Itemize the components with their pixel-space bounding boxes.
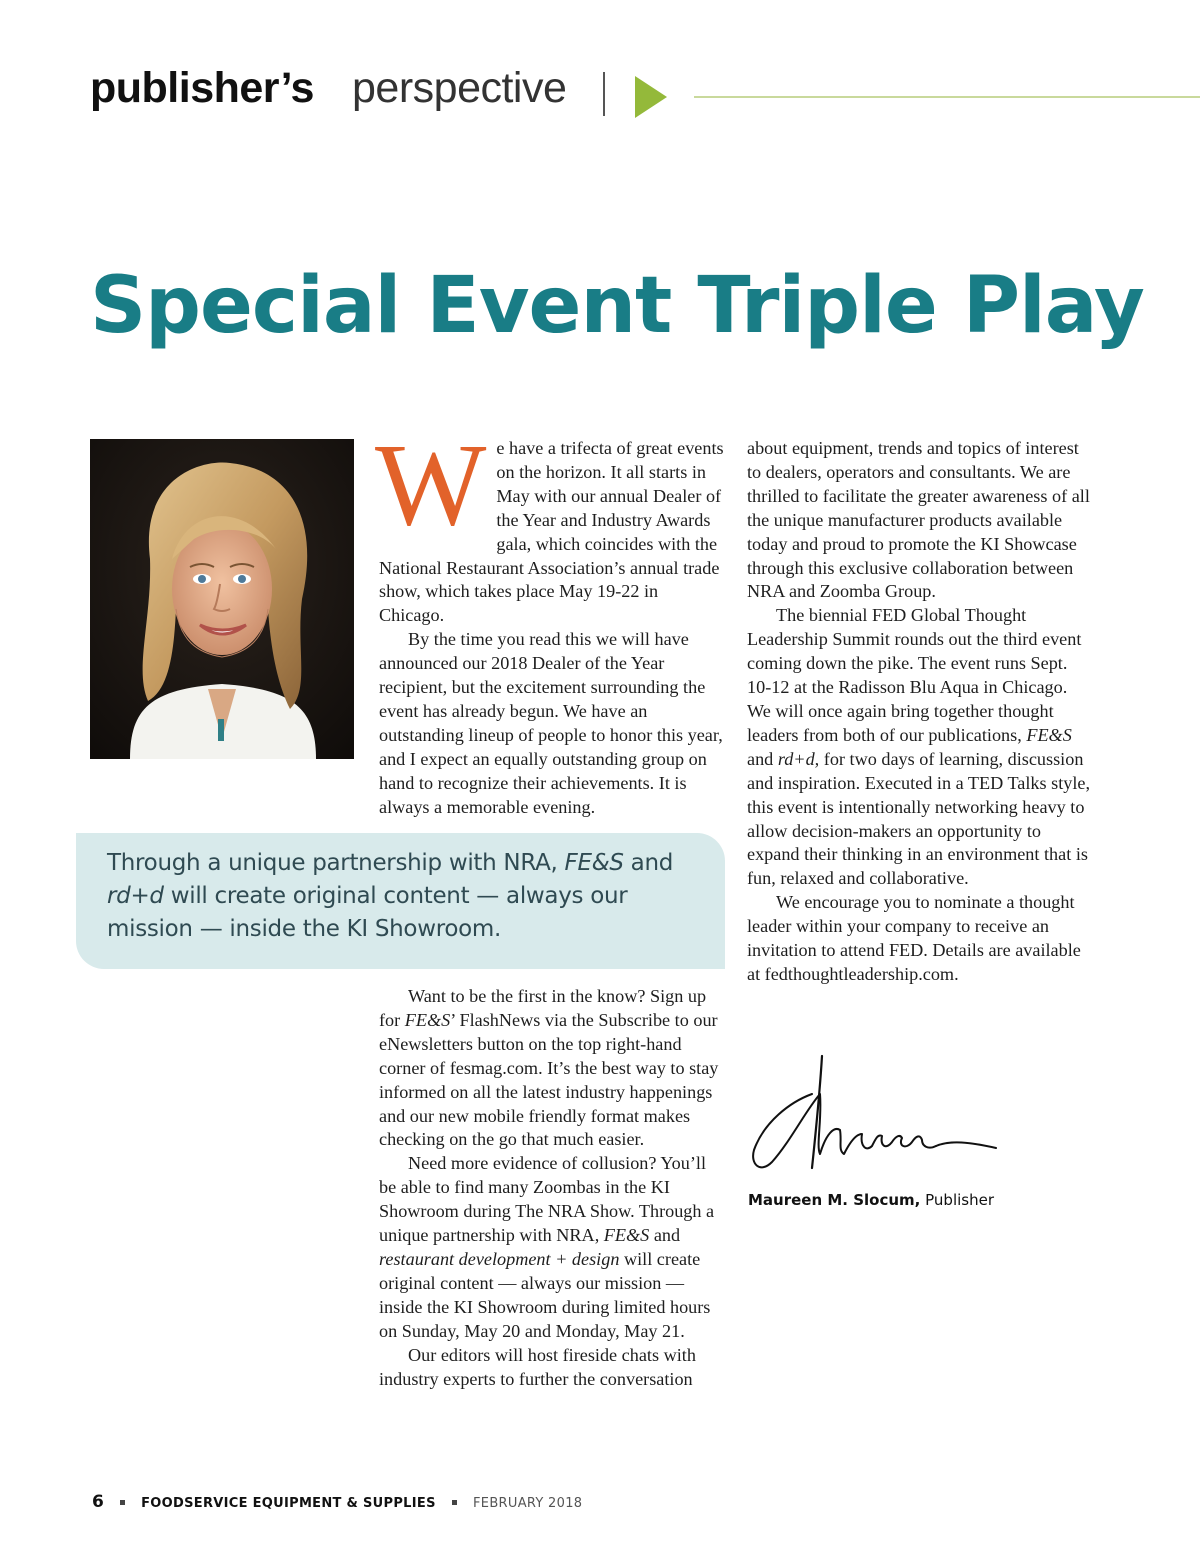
body-paragraph (379, 1152, 725, 1343)
signature-caption (748, 1191, 994, 1209)
pull-quote-segment: Through a unique partnership with NRA, (107, 850, 565, 876)
text-segment: and (747, 748, 778, 769)
publisher-portrait (90, 439, 354, 759)
pull-quote-segment: will create original content — always our mission — inside the KI Showroom. (107, 883, 628, 942)
pull-quote-segment: and (623, 850, 674, 876)
magazine-title: FOODSERVICE EQUIPMENT & SUPPLIES (141, 1496, 436, 1511)
body-column-2 (379, 985, 725, 1391)
body-paragraph: We encourage you to nominate a thought leader within your company to receive an invitation to attend FED. Details are available at fedthoughtleadership.com. (747, 892, 1081, 984)
text-segment: will create original content — always our mission — inside the KI Showroom during limited hours on Sunday, May 20 and Monday, May 21. (379, 1248, 711, 1341)
handwritten-signature (750, 1050, 1000, 1180)
text-segment: for two days of learning, discussion and inspiration. Executed in a TED Talks style, this event is intentionally networking heavy to allow decision-makers an opportunity to expand their thinking in an environment that is fun, relaxed and collaborative. (747, 748, 1091, 889)
pull-quote-text (107, 847, 707, 946)
italic-segment: restaurant development + design (379, 1248, 620, 1269)
drop-cap: W (375, 419, 487, 550)
play-arrow-icon (635, 76, 667, 118)
italic-segment: FE&S (603, 1225, 650, 1246)
footer-separator (452, 1500, 457, 1505)
text-segment: Need more evidence of collusion? You’ll be able to find many Zoombas in the KI Showroom during The NRA Show. Through a unique partnership with NRA, (379, 1153, 715, 1246)
body-paragraph: Our editors will host fireside chats with industry experts to further the conversation (379, 1344, 696, 1389)
page-footer (92, 1492, 582, 1512)
body-paragraph: By the time you read this we will have announced our 2018 Dealer of the Year recipient, but the excitement surrounding the event has already begun. We have an outstanding lineup of people to honor this year, and I expect an equally outstanding group on hand to recognize their achievements. It is always a memorable evening. (379, 629, 723, 817)
body-paragraph: about equipment, trends and topics of interest to dealers, operators and consultants. We are thrilled to facilitate the greater awareness of all the unique manufacturer products available today and proud to promote the KI Showcase through this exclusive collaboration between NRA and Zoomba Group. (747, 438, 1090, 602)
pull-quote-italic: FE&S (564, 850, 624, 876)
italic-segment: FE&S (404, 1009, 451, 1030)
text-segment: Want to be the first in the know? Sign up for (379, 986, 707, 1030)
body-paragraph: e have a trifecta of great events on the horizon. It all starts in May with our annual Dealer of the Year and Industry Awards gala, which coincides with the National Restaurant Association’s annual trade show, which takes place May 19-22 in Chicago. (379, 438, 724, 626)
article-headline: Special Event Triple Play (90, 261, 1144, 352)
section-header (90, 64, 1200, 120)
section-kicker-bold: publisher’s (90, 64, 314, 112)
italic-segment: rd+d, (777, 748, 820, 769)
header-rule (694, 96, 1200, 98)
text-segment: The biennial FED Global Thought Leadership Summit rounds out the third event coming down the pike. The event runs Sept. 10-12 at the Radisson Blu Aqua in Chicago. We will once again bring together thought leaders from both of our publications, (747, 605, 1082, 745)
body-column-1 (375, 419, 725, 820)
footer-separator (120, 1500, 125, 1505)
body-paragraph (747, 604, 1091, 891)
section-kicker-light: perspective (352, 64, 567, 112)
kicker-divider (603, 72, 605, 116)
pull-quote-box (76, 833, 725, 969)
publisher-title: Publisher (920, 1191, 995, 1209)
body-column-3 (747, 437, 1091, 987)
publisher-name: Maureen M. Slocum, (748, 1191, 921, 1209)
pull-quote-italic: rd+d (107, 883, 164, 909)
text-segment: ’ FlashNews via the Subscribe to our eNewsletters button on the top right-hand corner of fesmag.com. It’s the best way to stay informed on all the latest industry happenings and our new mobile friendly format makes checking on the go that much easier. (379, 1009, 719, 1150)
body-paragraph (379, 985, 725, 1152)
italic-segment: FE&S (1026, 724, 1072, 745)
issue-date: FEBRUARY 2018 (473, 1496, 583, 1511)
text-segment: and (649, 1225, 681, 1246)
page-number: 6 (92, 1492, 104, 1512)
